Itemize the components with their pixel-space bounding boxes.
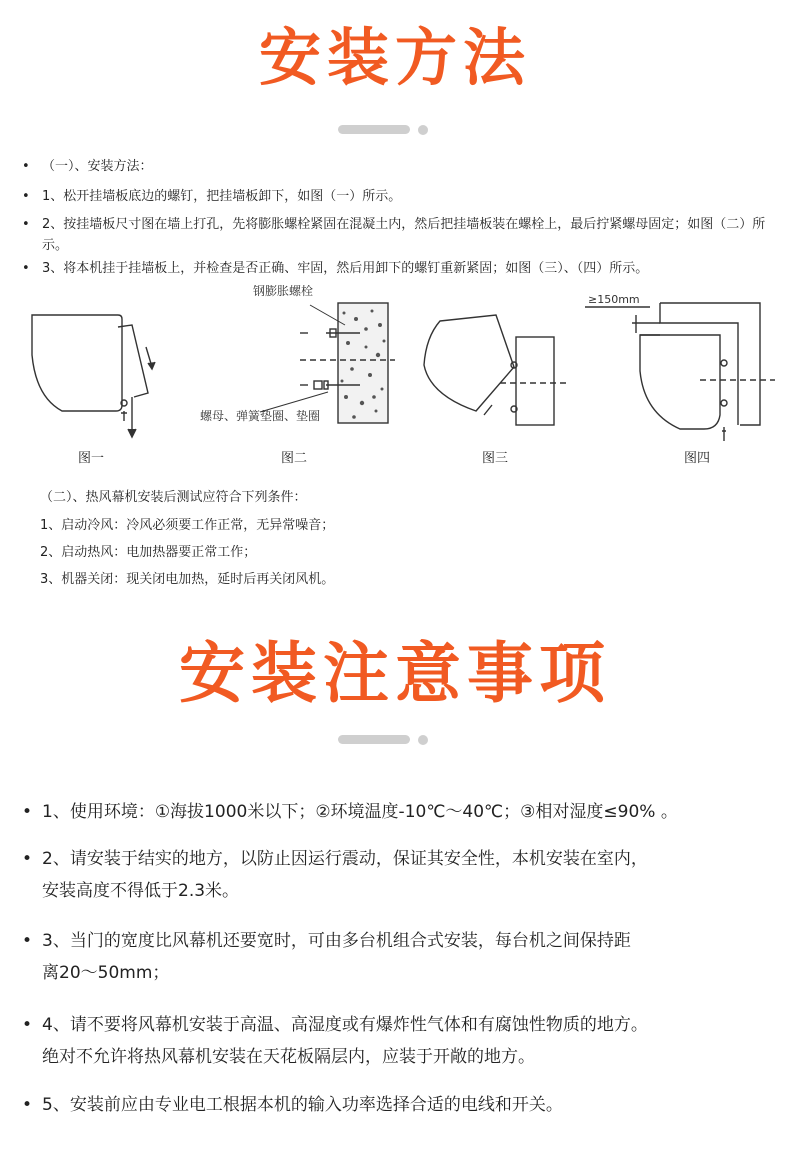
fig4-unit [640, 335, 720, 429]
notes-list-item: • 1、使用环境：①海拔1000米以下；②环境温度-10℃～40℃；③相对湿度≤90% 。 [22, 802, 678, 822]
installation-figures [0, 285, 790, 445]
condition-item: 3、机器关闭：现关闭电加热，延时后再关闭风机。 [40, 572, 335, 587]
condition-item: 2、启动热风：电加热器要正常工作； [40, 545, 257, 560]
fig3-unit [424, 315, 514, 411]
list-item: • 2、按挂墙板尺寸图在墙上打孔，先将膨胀螺栓紧固在混凝土内，然后把挂墙板装在螺栓上，最后拧紧螺母固定；如图（二）所示。 [22, 217, 766, 253]
figure-label-2: 图二 [281, 451, 308, 466]
fig1-unit [32, 315, 122, 411]
figure-label-3: 图三 [482, 451, 509, 466]
fig2-wall [338, 303, 388, 423]
list-item: • 1、松开挂墙板底边的螺钉，把挂墙板卸下，如图（一）所示。 [22, 189, 402, 204]
notes-list-item: • 4、请不要将风幕机安装于高温、高湿度或有爆炸性气体和有腐蚀性物质的地方。 绝对不允许将热风幕机安装在天花板隔层内，应装于开敞的地方。 [22, 1015, 648, 1067]
fig4-clearance: ≥150mm [588, 293, 640, 306]
figure-label-1: 图一 [78, 451, 105, 466]
fig4-wall [660, 303, 760, 425]
list-item: • （一）、安装方法： [22, 159, 153, 174]
notes-list-item: • 2、请安装于结实的地方，以防止因运行震动，保证其安全性，本机安装在室内， 安装高度不得低于2.3米。 [22, 849, 648, 901]
notes-list-item: • 3、当门的宽度比风幕机还要宽时，可由多台机组合式安装，每台机之间保持距 离20～50mm； [22, 931, 631, 983]
fig2-callout-nut: 螺母、弹簧垫圈、垫圈 [200, 409, 321, 423]
figure-label-4: 图四 [684, 451, 711, 466]
section-title-install-method: 安装方法 [258, 21, 531, 94]
list-item: • 3、将本机挂于挂墙板上，并检查是否正确、牢固，然后用卸下的螺钉重新紧固；如图（三）、（四）所示。 [22, 261, 649, 276]
notes-list-item: • 5、安装前应由专业电工根据本机的输入功率选择合适的电线和开关。 [22, 1095, 563, 1115]
fig3-bracket [516, 337, 554, 425]
fig2-callout-bolt: 钢膨胀螺栓 [253, 285, 314, 298]
condition-item: 1、启动冷风：冷风必须要工作正常，无异常噪音； [40, 518, 335, 533]
conditions-heading: （二）、热风幕机安装后测试应符合下列条件： [40, 490, 307, 505]
section-title-notes: 安装注意事项 [179, 635, 611, 712]
